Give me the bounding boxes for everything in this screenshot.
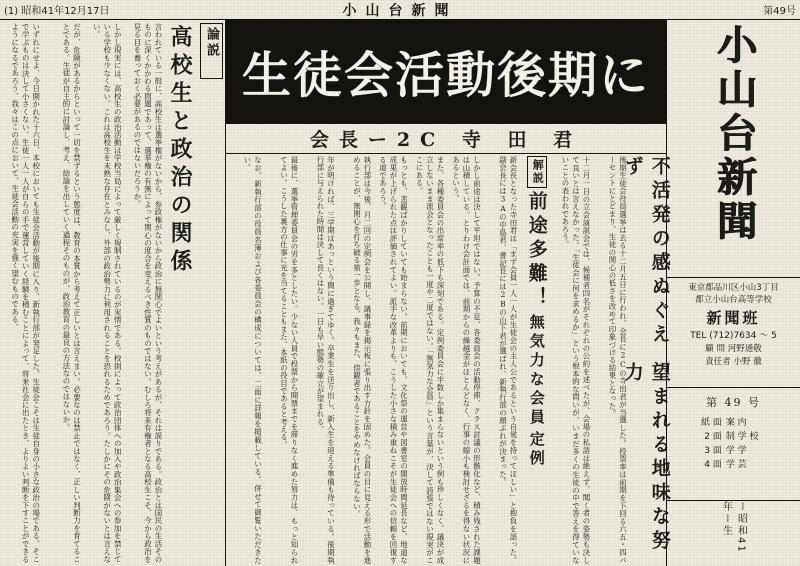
editorial-column: いずれにせよ、今日開かれた十六日、本校においても生徒会活動が後期に入り、新執行部が発足した。生徒会こそは生徒自身の小さな政治の場である。そこで学ぶものは決して小さくない。生徒一人一人が自らの手で運営していく経験を積むことによって、将来社会に出たとき、よりよい判断を下すことができるようになるであろう。我々はこの点において、生徒会活動の充実を強く望むものである。 [10, 23, 41, 563]
feature-headline-zento: 前途多難！ [525, 191, 548, 311]
feature-headline-teirei: 定例 [527, 431, 546, 469]
publisher-info [667, 278, 800, 388]
page-body [0, 20, 800, 566]
index-page: 3 面 [704, 445, 722, 456]
table-row [673, 414, 794, 428]
article-column: 年が明ければ、三学期はあっという間に過ぎてゆく。卒業生を送り出し、新入生を迎える準備も待っている。後期執行部に与えられた時間は決して長くはない。一日も早い態勢の確立が望まれる。 [315, 156, 336, 564]
article-column-right-headers [621, 156, 671, 564]
issue-date: (1) 昭和41年12月17日 [4, 6, 110, 17]
nameplate-title-box [667, 20, 800, 278]
main-headline-text: 生徒会活動後期に [241, 45, 650, 104]
issue-number: 第49号 [763, 6, 796, 17]
editorial-column: だが、危険があるからといって一切を禁ずるという態度は、教育の本質から考えて正しいとは言えまい。必要なのは禁止ではなく、正しい判断力を育てることである。生徒が自主的に討論し、考え、結論を出していく過程そのものが、政治教育の最良の方法なのではないか。 [61, 23, 82, 563]
editorial-title: 高校生と政治の関係 [167, 25, 193, 277]
contents-index-title: 第 49 号 [706, 396, 761, 409]
publisher-manager: 責任者 小野 徹 [705, 356, 762, 367]
index-content: 学 学 [725, 445, 747, 456]
table-row [673, 428, 794, 442]
kaisetsu-label: 解説 [527, 156, 547, 188]
feature-headline-muki: 無気力な会員 [527, 314, 546, 428]
index-content: 案 内 [725, 417, 747, 428]
article-column: 執行部は今後、月二回の定例会を公開し、議事録を掲示板に張り出す方針を固めた。会員の目に見える形で活動を進めることが、無関心を打ち破る第一歩となる。我々もまた、傍観者であることをやめなければならない。 [352, 156, 372, 564]
table-row [673, 442, 794, 456]
nameplate-panel [666, 20, 800, 566]
index-page: 2 面 [704, 431, 722, 442]
editorial-column: 言われている一般に、高校生は選挙権がないから、参政権がないから政治に無関心でよいという考えがあるが、それは誤りである。政治とは国民の生活そのものに深くかかわる問題であって、選挙権の有無によって関心の度合を変えるべき性質のものではない。むしろ将来有権者となる高校生こそ、今から政治を見る目を養っておく必要があるのではないだろうか。 [132, 23, 163, 563]
publisher-address-2: 都立小山台高等学校 [695, 295, 772, 306]
article-column-feature [520, 156, 555, 564]
article-column: もっとも、悲観ばかりしていても始まらない。前期においても、文化祭の運営や図書室の開放時間延長など、地道な成果が上げられた点は評価されてよい。派手な改革よりも、こうした小さな積み重ねこそが生徒会への信頼を回復する道であろう。 [378, 156, 409, 564]
vertical-kicker-2: 望まれる地味な努力 [621, 361, 671, 554]
editorial-column: しかし現実には、高校生の政治活動は学校当局によって厳しく規制されているのが実情である。校則によって政治団体への加入や政治集会への参加を禁じている学校も少なくない。これは高校生を未熟な存在とみなし、外部の政治勢力に利用されることを恐れるためであろう。たしかにその危険がないとは言えない。 [92, 23, 123, 563]
masthead-bar [0, 0, 800, 20]
publisher-address-1: 東京都品川区小山3丁目 [688, 283, 779, 293]
article-column: また、各種委員会の出席率の低下も深刻である。定例委員会に半数しか集まらないという例も珍しくなく、議決が成立しないまま流会となったことも一度や二度ではない。「無気力な会員」という言葉が、決して誇張ではない現実がここにある。 [414, 156, 445, 564]
index-content: 制 学 校 [725, 431, 759, 442]
nameplate-footer-text: ー昭和41年ー生 [720, 501, 747, 554]
editorial-badge: 論説 [200, 23, 223, 79]
article-columns [226, 154, 671, 566]
article-column: 後期生徒会役員選挙は去る十二月五日に行われ、会長に2Cの寺田君が当選した。投票率は前期を下回る六五・四パーセントにとどまり、生徒の関心の低さを改めて印象づける結果となった。 [607, 156, 628, 564]
sub-headline: 会長ー2C 寺 田 君 [226, 124, 666, 154]
article-column: しかし前途は決して平坦ではない。予算の不足、各委員会の活動停滞、クラス討議の形骸化など、積み残された課題は山積している。とりわけ会計面では、前期からの繰越金がほとんどなく、行事の縮小も検討せざるを得ない状況にあるという。 [451, 156, 482, 564]
paper-title: 小山台新聞 [342, 2, 458, 19]
nameplate-title-text: 小山台新聞 [710, 24, 758, 244]
index-page: 4 面 [704, 459, 722, 470]
main-headline-banner [226, 20, 666, 124]
contents-index [667, 388, 800, 500]
vertical-kicker-1: 不活発の感ぬぐえず [621, 156, 671, 348]
table-row [673, 456, 794, 470]
contents-index-table [673, 414, 794, 470]
publisher-advisor: 顧 問 河野通敬 [705, 344, 762, 355]
article-column: 十二月一日の立会演説会では、候補者四名がそれぞれの公約を述べたが、会場の私語は絶えず、聞く者の姿勢も決して良いとは言えなかった。「生徒会に何を求めるか」という根本的な問いが、いまだ多くの生徒の中で答えを得ていないことの表われであろう。 [560, 156, 591, 564]
article-column: なお、新執行部の役員名簿および各委員会の構成については、二面に詳報を掲載している。併せて御覧いただきたい。 [242, 156, 263, 564]
article-column: 新会長となった寺田君は「まず会員一人一人が生徒会の主人公であるという自覚を持ってほしい」と抱負を語った。副会長には3Aの中島君、書記長には2Bの山下君が選ばれ、新執行部の顔ぶれが決まった。 [498, 156, 518, 564]
index-page: 紙 面 [700, 417, 722, 428]
publisher-club: 新聞班 [706, 308, 761, 327]
article-column: 最後に、選挙管理委員会の労を多としたい。少ない人員で投票から開票までを滞りなく進めた努力は、もっと知られてよい。こうした裏方の仕事に光を当てることもまた、本紙の役目であると考える。 [279, 156, 299, 564]
index-content: 学 芸 [725, 459, 747, 470]
nameplate-footer [667, 500, 800, 564]
editorial-section [0, 20, 226, 566]
publisher-telephone: TEL (712)7634 〜 5 [690, 331, 777, 342]
